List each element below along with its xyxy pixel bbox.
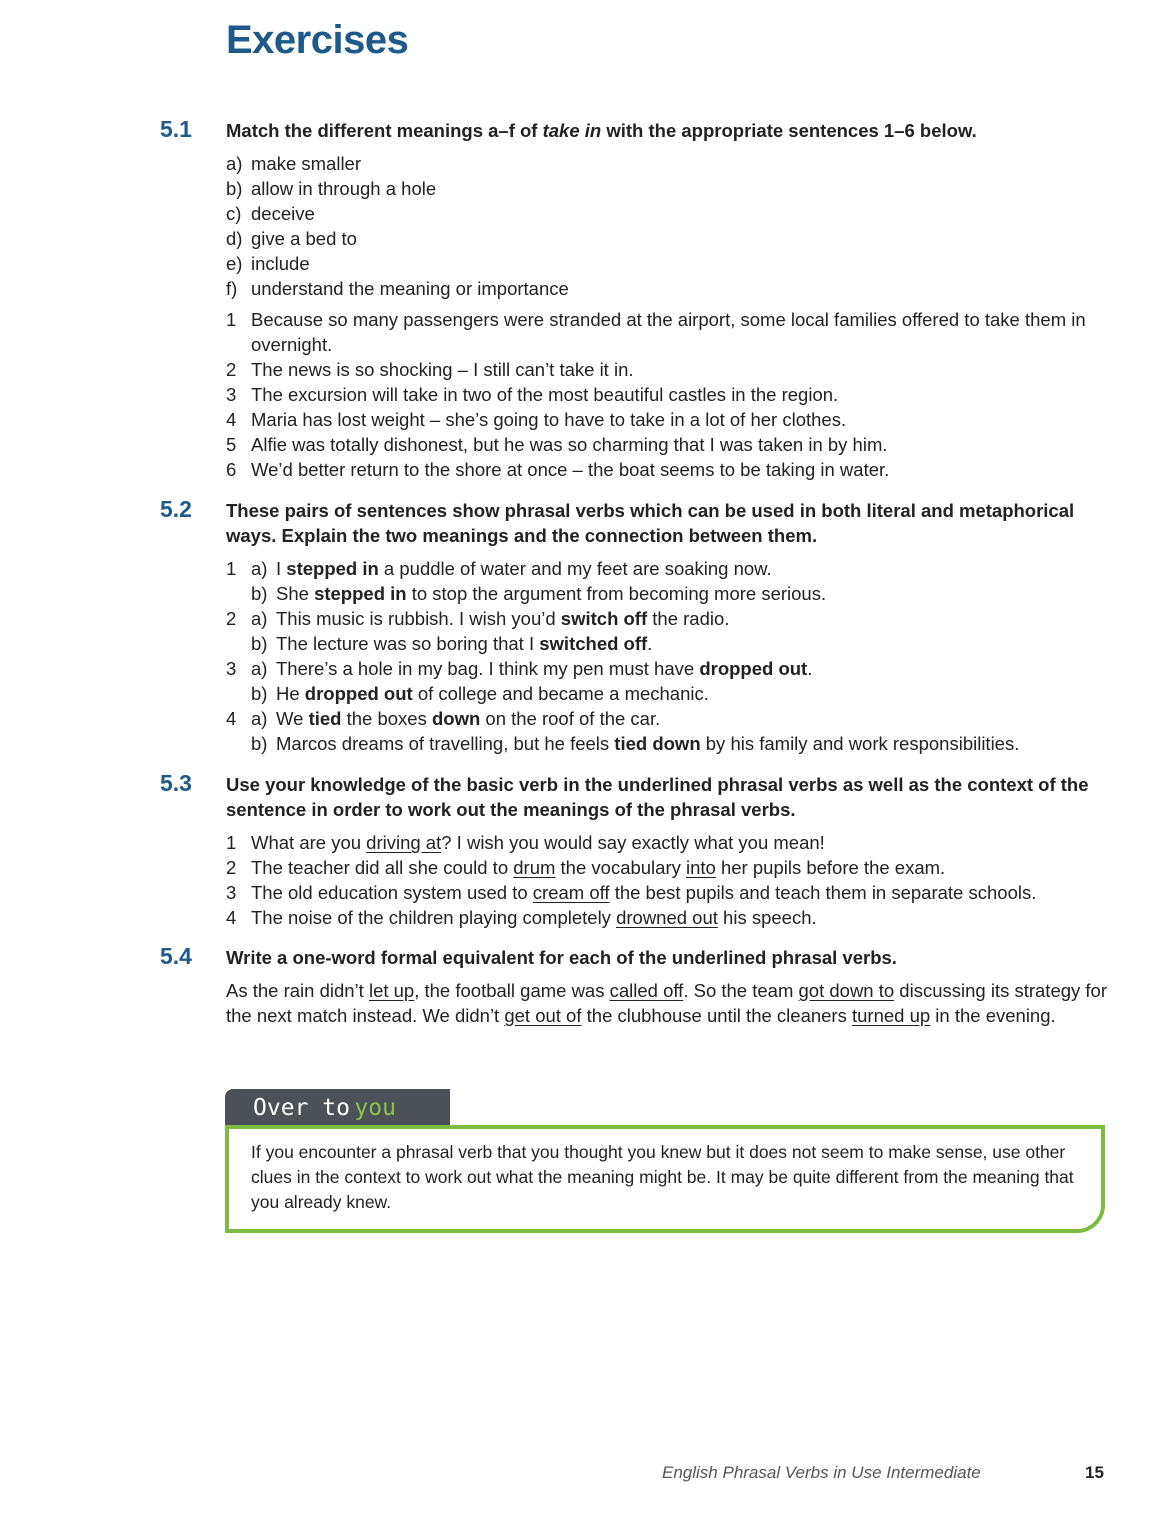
exercise-instruction: Use your knowledge of the basic verb in the underlined phrasal verbs as well as the context of the sentence in order to work out the meanings of the phrasal verbs.	[226, 774, 1089, 820]
footer-book-title: English Phrasal Verbs in Use Intermediate	[662, 1463, 981, 1482]
instruction-emphasis: take in	[542, 120, 602, 141]
list-item: b) allow in through a hole	[226, 178, 437, 199]
list-item: 4 a) We tied the boxes down on the roof of the car.	[226, 708, 661, 729]
page-title: Exercises	[226, 18, 409, 62]
list-item: b) Marcos dreams of travelling, but he feels tied down by his family and work responsibilities.	[251, 733, 1020, 754]
exercise-number: 5.4	[160, 943, 192, 969]
list-item: c) deceive	[226, 203, 315, 224]
list-item: 3 The excursion will take in two of the most beautiful castles in the region.	[226, 384, 839, 405]
list-item: 5 Alfie was totally dishonest, but he was so charming that I was taken in by him.	[226, 434, 888, 455]
list-item: 1 What are you driving at? I wish you would say exactly what you mean!	[226, 832, 825, 853]
list-item: 2 a) This music is rubbish. I wish you’d switch off the radio.	[226, 608, 730, 629]
list-item: e) include	[226, 253, 310, 274]
exercise-number: 5.1	[160, 116, 192, 142]
list-item: 3 The old education system used to cream off the best pupils and teach them in separate schools.	[226, 882, 1037, 903]
list-item: 2 The news is so shocking – I still can’t take it in.	[226, 359, 634, 380]
list-item: 3 a) There’s a hole in my bag. I think my pen must have dropped out.	[226, 658, 813, 679]
exercise-paragraph: As the rain didn’t let up, the football game was called off. So the team got down to discussing its strategy for the next match instead. We didn’t get out of the clubhouse until the cleaners turned up in the evening.	[226, 980, 1108, 1026]
list-item: d) give a bed to	[226, 228, 357, 249]
over-to-you-box	[225, 1125, 1105, 1233]
sentence-list	[226, 830, 1108, 930]
exercise-number: 5.3	[160, 770, 192, 796]
exercise-instruction: Write a one-word formal equivalent for each of the underlined phrasal verbs.	[226, 947, 897, 968]
exercise-instruction: These pairs of sentences show phrasal verbs which can be used in both literal and metaphorical ways. Explain the two meanings and the connection between them.	[226, 500, 1075, 546]
page-number: 15	[1085, 1463, 1104, 1482]
exercise-instruction	[226, 118, 1108, 143]
list-item: f) understand the meaning or importance	[226, 278, 569, 299]
instruction-text: with the appropriate sentences 1–6 below.	[601, 120, 977, 141]
instruction-text: Match the different meanings a–f of	[226, 120, 543, 141]
list-item: 1 a) I stepped in a puddle of water and my feet are soaking now.	[226, 558, 772, 579]
list-item: b) The lecture was so boring that I switched off.	[251, 633, 653, 654]
sentence-pairs	[226, 556, 1108, 756]
exercise-number: 5.2	[160, 496, 192, 522]
list-item: 4 Maria has lost weight – she’s going to have to take in a lot of her clothes.	[226, 409, 847, 430]
list-item: 6 We’d better return to the shore at once – the boat seems to be taking in water.	[226, 459, 890, 480]
over-to-you-text: If you encounter a phrasal verb that you thought you knew but it does not seem to make sense, use other clues in the context to work out what the meaning might be. It may be quite different from the meaning that you already knew.	[251, 1142, 1074, 1212]
list-item: 1 Because so many passengers were stranded at the airport, some local families offered to take them in overnight.	[226, 309, 1086, 355]
list-item: b) He dropped out of college and became a mechanic.	[251, 683, 709, 704]
list-item: b) She stepped in to stop the argument from becoming more serious.	[251, 583, 827, 604]
over-to-you-heading: Over to you	[225, 1089, 450, 1125]
list-item: a) make smaller	[226, 153, 361, 174]
list-item: 4 The noise of the children playing completely drowned out his speech.	[226, 907, 817, 928]
meanings-list	[226, 151, 1108, 482]
list-item: 2 The teacher did all she could to drum the vocabulary into her pupils before the exam.	[226, 857, 946, 878]
